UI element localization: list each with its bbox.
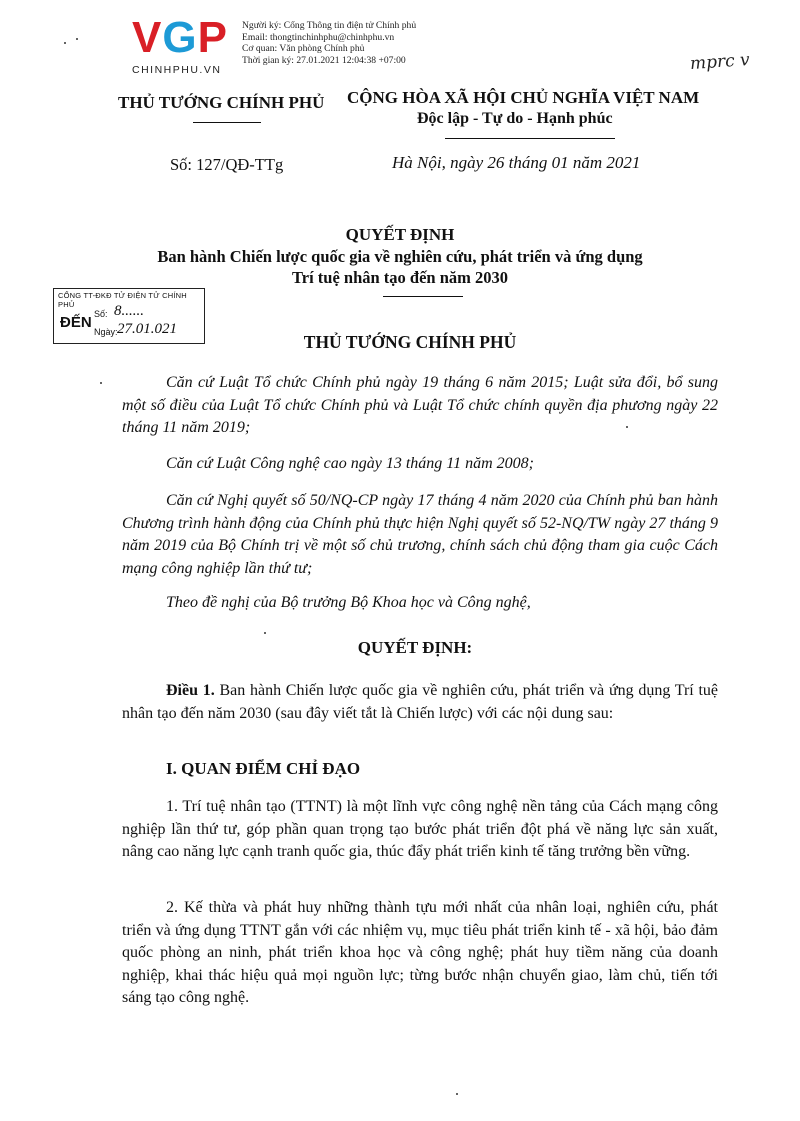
article-1-label: Điều 1.	[166, 682, 215, 699]
document-subtitle-line2: Trí tuệ nhân tạo đến năm 2030	[291, 268, 509, 287]
document-subtitle-line1: Ban hành Chiến lược quốc gia về nghiên cứu, phát triển và ứng dụng	[157, 247, 643, 266]
document-number: Số: 127/QĐ-TTg	[170, 155, 284, 174]
agency-underline	[193, 122, 261, 123]
stamp-date-label: Ngày:	[94, 327, 118, 337]
stamp-number-label: Số:	[94, 309, 108, 319]
digital-signature-info	[242, 20, 416, 66]
preamble-1: Căn cứ Luật Tổ chức Chính phủ ngày 19 tháng 6 năm 2015; Luật sửa đổi, bổ sung một số điều của Luật Tổ chức Chính phủ và Luật Tổ chức chính quyền địa phương ngày 22 tháng 11 năm 2019;	[122, 374, 718, 436]
article-1	[122, 680, 718, 725]
authority-heading: THỦ TƯỚNG CHÍNH PHỦ	[303, 332, 517, 352]
signature-signer: Người ký: Cổng Thông tin điện tử Chính phủ	[242, 20, 417, 31]
point-1: 1. Trí tuệ nhân tạo (TTNT) là một lĩnh vực công nghệ nền tảng của Cách mạng công nghiệp lần thứ tư, góp phần quan trọng tạo bước phát triển đột phá về năng lực sản xuất, nâng cao năng lực cạnh tranh quốc gia, thúc đẩy phát triển kinh tế tăng trưởng bền vững.	[122, 798, 718, 860]
preamble-3: Căn cứ Nghị quyết số 50/NQ-CP ngày 17 tháng 4 năm 2020 của Chính phủ ban hành Chương trình hành động của Chính phủ thực hiện Nghị quyết số 52-NQ/TW ngày 27 tháng 9 năm 2019 của Bộ Chính trị về một số chủ trương, chính sách chủ động tham gia cuộc Cách mạng công nghiệp lần thứ tư;	[122, 492, 718, 577]
scan-speck	[76, 38, 78, 40]
scan-speck	[100, 382, 102, 384]
signature-email: Email: thongtinchinhphu@chinhphu.vn	[242, 31, 395, 43]
logo-letter-p: P	[197, 13, 228, 62]
scan-speck	[64, 42, 66, 44]
signature-time: Thời gian ký: 27.01.2021 12:04:38 +07:00	[242, 54, 406, 66]
national-title: CỘNG HÒA XÃ HỘI CHỦ NGHĨA VIỆT NAM	[347, 88, 700, 107]
point-2: 2. Kế thừa và phát huy những thành tựu mới nhất của nhân loại, nghiên cứu, phát triển và ứng dụng TTNT gắn với các nhiệm vụ, mục tiêu phát triển kinh tế - xã hội, bảo đảm quốc phòng an ninh, phát triển khoa học và công nghệ; phát huy tiềm năng của doanh nghiệp, khai thác hiệu quả mọi nguồn lực; từng bước nhận chuyển giao, làm chủ, tiến tới sáng tạo công nghệ.	[122, 899, 718, 1006]
motto-underline	[445, 138, 615, 139]
scan-speck	[626, 426, 628, 428]
logo-letter-g: G	[162, 13, 198, 62]
logo-letter-v: V	[132, 13, 163, 62]
document-title: QUYẾT ĐỊNH	[345, 225, 455, 244]
title-underline	[383, 296, 463, 297]
issuing-agency: THỦ TƯỚNG CHÍNH PHỦ	[118, 93, 325, 112]
article-1-text: Ban hành Chiến lược quốc gia về nghiên cứu, phát triển và ứng dụng Trí tuệ nhân tạo đến năm 2030 (sau đây viết tắt là Chiến lược) với các nội dung sau:	[122, 682, 719, 722]
preamble-4: Theo đề nghị của Bộ trưởng Bộ Khoa học và Công nghệ,	[166, 594, 531, 611]
stamp-number-value: 8......	[114, 303, 144, 319]
scan-speck	[456, 1093, 458, 1095]
signature-agency: Cơ quan: Văn phòng Chính phủ	[242, 43, 365, 54]
section-1-heading: I. QUAN ĐIỂM CHỈ ĐẠO	[166, 759, 361, 778]
national-motto: Độc lập - Tự do - Hạnh phúc	[417, 110, 613, 127]
logo-subtitle: CHINHPHU.VN	[132, 64, 222, 76]
date-line: Hà Nội, ngày 26 tháng 01 năm 2021	[392, 153, 641, 172]
stamp-date-value: 27.01.021	[117, 321, 177, 337]
preamble-2: Căn cứ Luật Công nghệ cao ngày 13 tháng 11 năm 2008;	[166, 455, 534, 472]
stamp-den-label: ĐẾN	[60, 314, 92, 331]
handwritten-note: mprc v	[689, 49, 751, 75]
stamp-header: CỔNG TT-ĐKĐ TỬ ĐIỆN TỬ CHÍNH PHỦ	[58, 291, 187, 309]
scan-speck	[264, 632, 266, 634]
decision-heading: QUYẾT ĐỊNH:	[357, 638, 473, 657]
